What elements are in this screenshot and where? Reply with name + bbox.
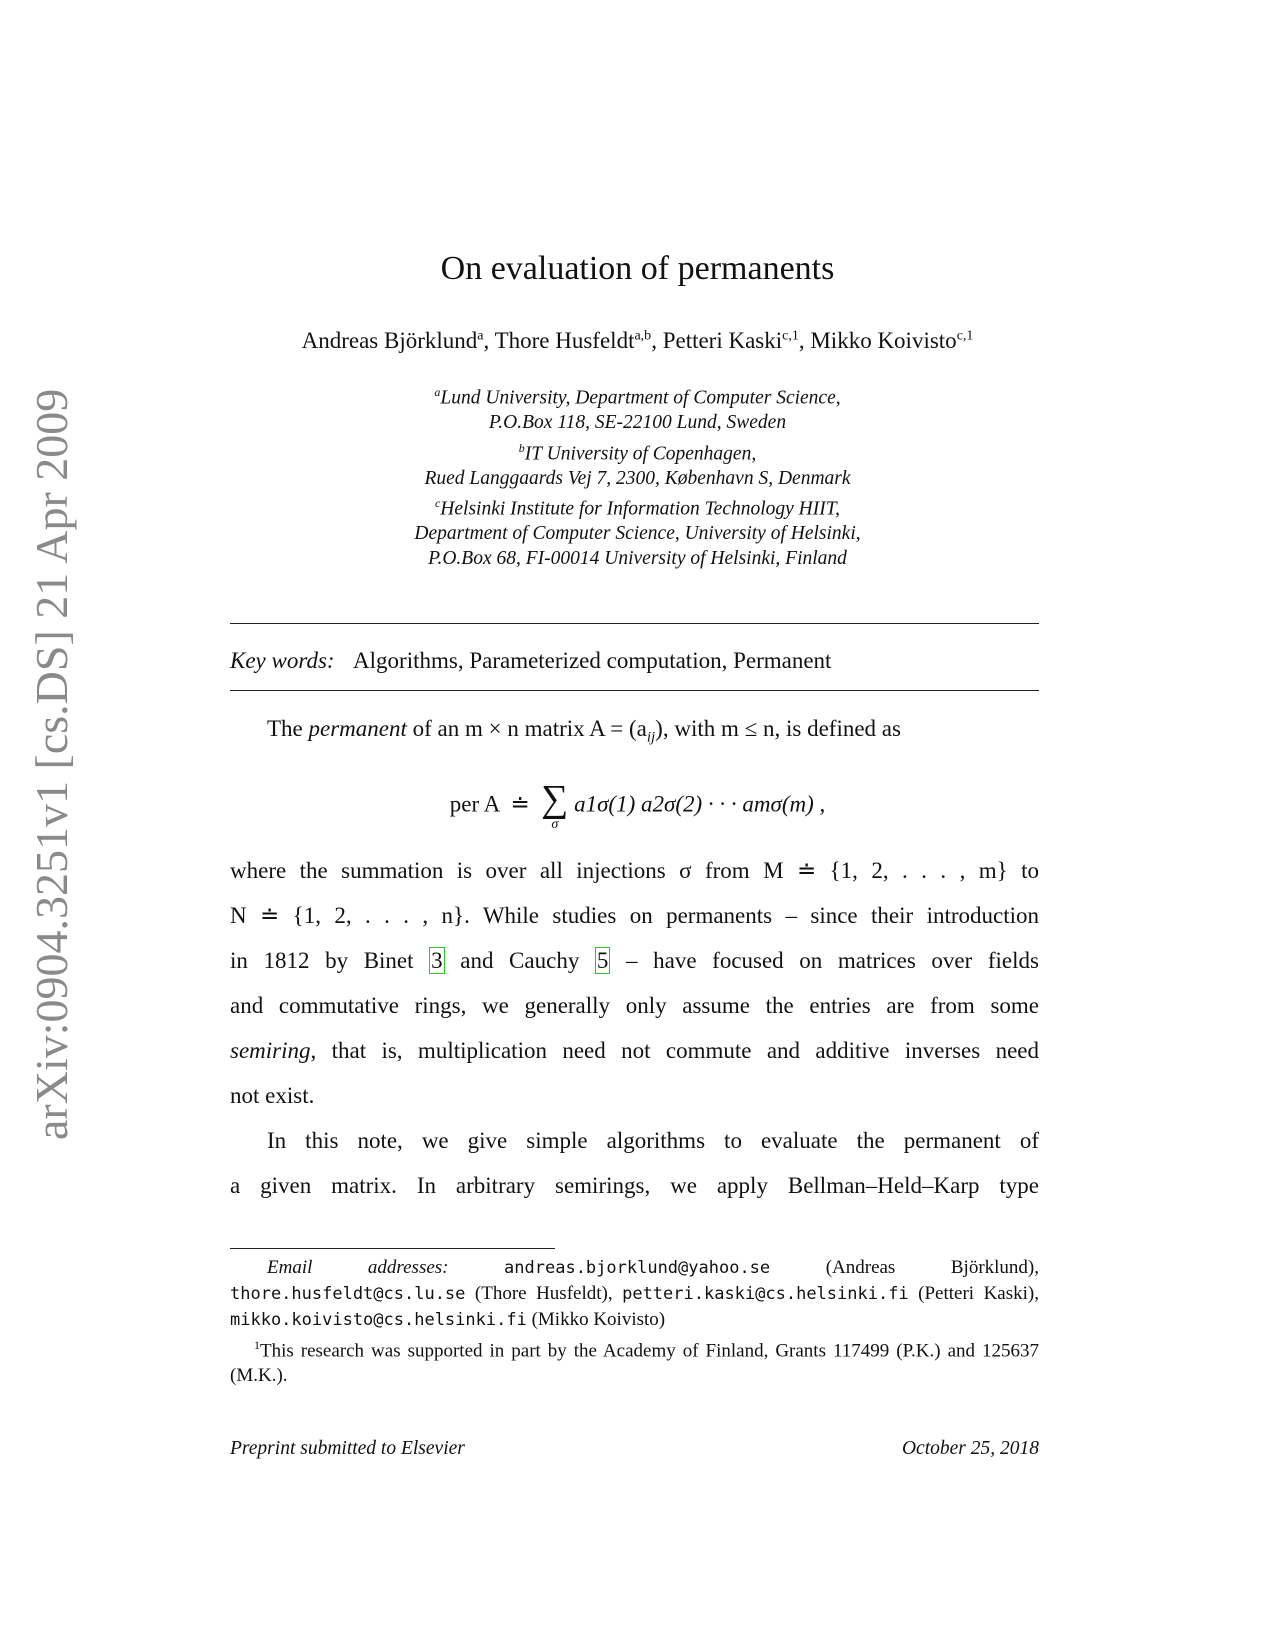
arxiv-sidebar-stamp: arXiv:0904.3251v1 [cs.DS] 21 Apr 2009: [26, 388, 77, 1140]
email-link[interactable]: andreas.bjorklund@yahoo.se: [504, 1258, 771, 1278]
author-name: Mikko Koivisto: [810, 328, 957, 353]
eq-def: ≐: [510, 791, 530, 817]
footer-date: October 25, 2018: [901, 1438, 1039, 1459]
citation-link[interactable]: 5: [596, 948, 609, 973]
funding-footnote: $^1$This research was supported in part by the Academy of Finland, Grants 117499 (P.K.) and 125637 (M.K.).: [230, 1338, 1039, 1387]
eq-sum: ∑: [541, 778, 569, 820]
email-footnote: Email addresses: andreas.bjorklund@yahoo.se (Andreas Björklund), thore.husfeldt@cs.lu.se (Thore Husfeldt), petteri.kaski@cs.helsinki.fi (Petteri Kaski), mikko.koivisto@cs.helsinki.fi (Mikko Koivisto): [230, 1257, 1040, 1330]
eq-sum-sub: σ: [551, 817, 559, 832]
author-list: Andreas Björklund$^a$, Thore Husfeldt$^{a,b}$, Petteri Kaski$^{c,1}$, Mikko Koivisto$^{c,1}$: [301, 328, 974, 353]
author-affil-mark: a,b: [634, 328, 652, 344]
email-link[interactable]: petteri.kaski@cs.helsinki.fi: [622, 1284, 909, 1304]
email-link[interactable]: mikko.koivisto@cs.helsinki.fi: [230, 1310, 527, 1330]
keywords-top-rule: [230, 623, 1039, 624]
author-affil-mark: c,1: [956, 328, 974, 344]
eq-lhs: per A: [449, 791, 499, 817]
affiliation-line: P.O.Box 68, FI-00014 University of Helsinki, Finland: [428, 547, 847, 569]
footer-preprint: Preprint submitted to Elsevier: [230, 1438, 465, 1459]
author-name: Petteri Kaski: [662, 328, 783, 353]
keywords-bottom-rule: [230, 690, 1039, 691]
affiliation-line: $^c$Helsinki Institute for Information Technology HIIT,: [434, 496, 841, 520]
affiliation-line: Rued Langgaards Vej 7, 2300, København S, Denmark: [424, 467, 851, 489]
affiliation-line: $^b$IT University of Copenhagen,: [518, 440, 757, 464]
eq-rhs: a1σ(1) a2σ(2) · · · amσ(m) ,: [574, 791, 826, 817]
footnotes: [230, 1255, 1039, 1388]
footnote-rule: [230, 1248, 555, 1249]
citation-link[interactable]: 3: [431, 948, 443, 973]
affiliation-line: Department of Computer Science, University of Helsinki,: [414, 523, 861, 544]
paragraph-1: where the summation is over all injections σ from M ≐ {1, 2, . . . , m} to N ≐ {1, 2, . . . , n}. While studies on permanents – since their introduction in 1812 by Binet 3 and Cauchy 5 – have focused on matrices over fields and commutative rings, we generally only assume the entries are from some semiring, that is, multiplication need not commute and additive inverses need not exist.: [230, 858, 1039, 1108]
affiliations: [0, 380, 1275, 571]
affiliation-line: $^a$Lund University, Department of Computer Science,: [434, 385, 841, 409]
keywords-value: Algorithms, Parameterized computation, Permanent: [353, 648, 832, 673]
paper-title: On evaluation of permanents: [440, 250, 835, 287]
author-affil-mark: a: [477, 328, 484, 344]
intro-line: The permanent of an m × n matrix $A = (a_{ij})$, with m ≤ n, is defined as: [267, 716, 901, 746]
author-name: Andreas Björklund: [301, 328, 478, 353]
email-link[interactable]: thore.husfeldt@cs.lu.se: [230, 1284, 466, 1304]
paragraph-2: In this note, we give simple algorithms to evaluate the permanent of a given matrix. In arbitrary semirings, we apply Bellman–Held–Karp type: [230, 1128, 1039, 1198]
affiliation-line: P.O.Box 118, SE-22100 Lund, Sweden: [488, 412, 787, 433]
author-name: Thore Husfeldt: [494, 328, 635, 353]
author-affil-mark: c,1: [782, 328, 799, 344]
permanent-equation: [0, 780, 1275, 840]
keywords: [230, 648, 831, 674]
keywords-label: Key words:: [230, 648, 335, 673]
